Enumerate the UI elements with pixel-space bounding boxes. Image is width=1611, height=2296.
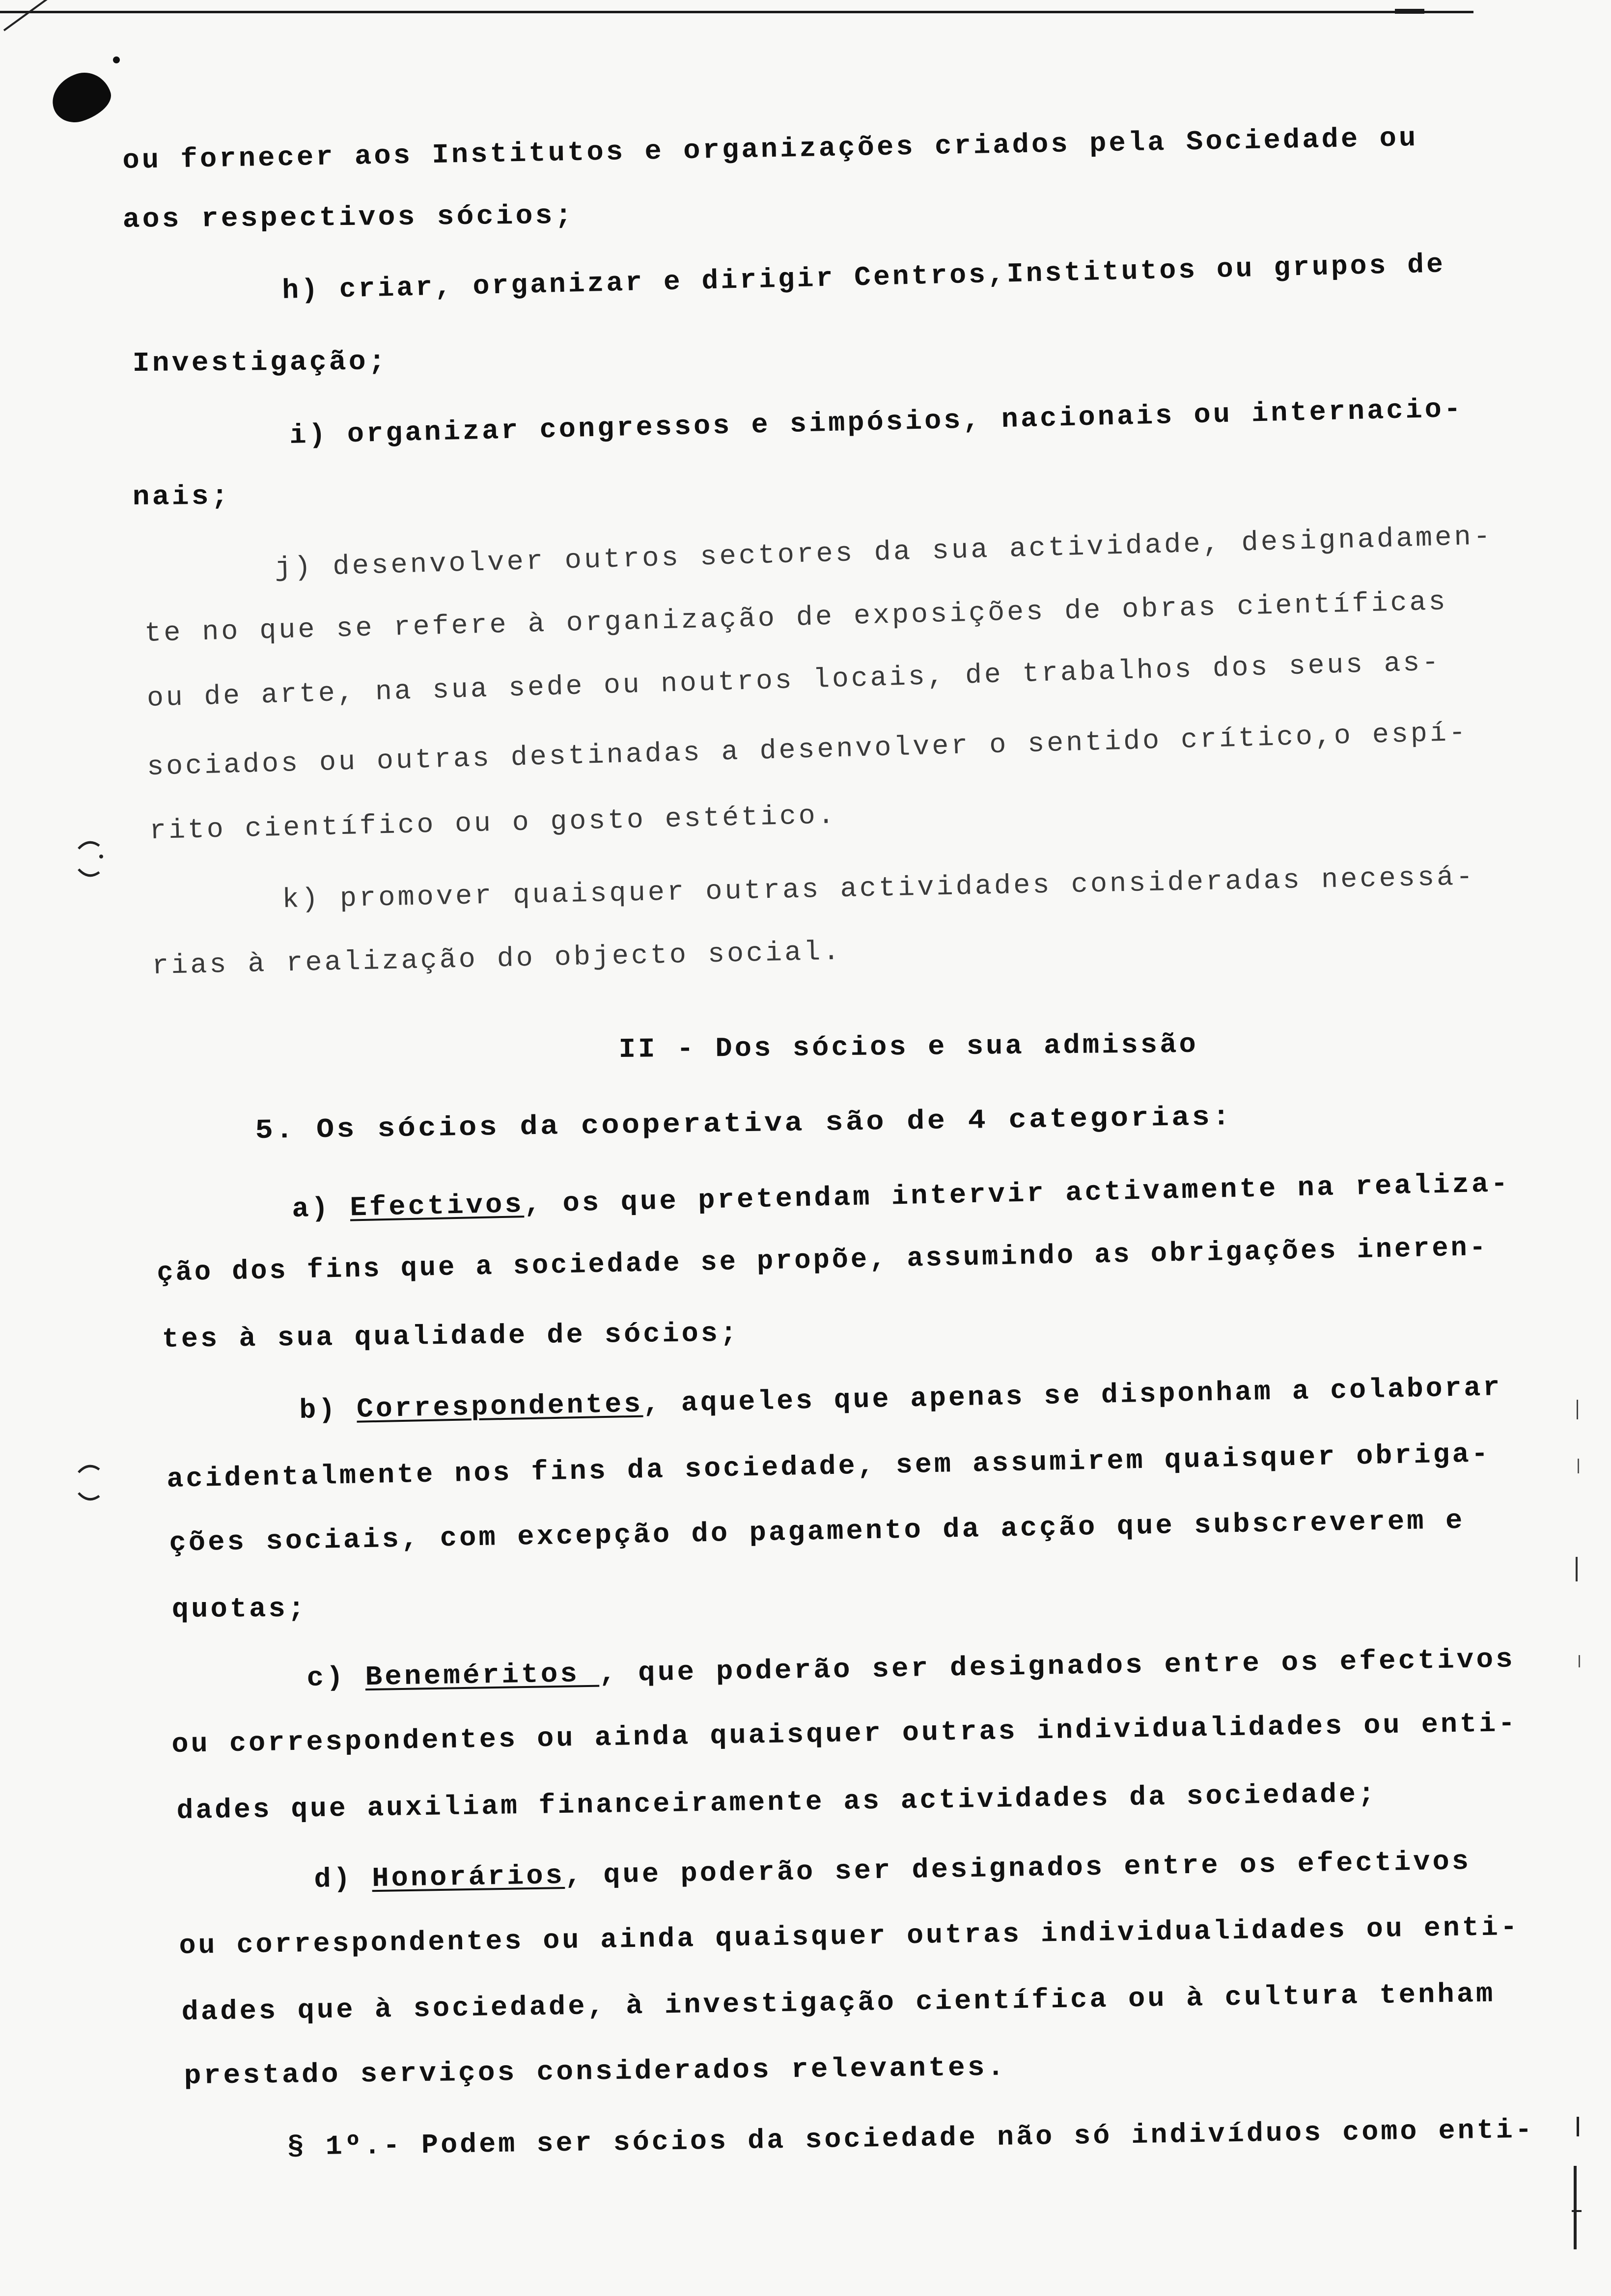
top-rule (0, 11, 1473, 13)
text-line: j) desenvolver outros sectores da sua actividade, designadamen- (274, 521, 1494, 584)
text-line: aos respectivos sócios; (122, 199, 575, 235)
item-prefix: c) (306, 1661, 366, 1694)
text-line: nais; (132, 480, 231, 513)
text-line: ou de arte, na sua sede ou noutros locais, de trabalhos dos seus as- (146, 646, 1442, 714)
text-line: ou correspondentes ou ainda quaisquer outras individualidades ou enti- (171, 1707, 1518, 1760)
text-line: dades que à sociedade, à investigação científica ou à cultura tenham (181, 1978, 1496, 2028)
punch-hole-icon (69, 1459, 108, 1506)
category-term: Efectivos (349, 1189, 525, 1224)
text-line (306, 1645, 1515, 1692)
text-line: § 1º.- Podem ser sócios da sociedade não só indivíduos como enti- (287, 2114, 1535, 2163)
text-line (292, 1170, 1510, 1223)
category-term: Correspondentes (356, 1388, 643, 1425)
item-description: , os que pretendam intervir activamente na realiza- (524, 1168, 1511, 1220)
text-line (299, 1371, 1502, 1426)
text-line (314, 1848, 1471, 1893)
text-line: i) organizar congressos e simpósios, nacionais ou internacio- (289, 393, 1464, 451)
text-line: dades que auxiliam financeiramente as actividades da sociedade; (176, 1778, 1378, 1826)
category-term: Honorários (371, 1859, 565, 1895)
text-line: rias à realização do objecto social. (151, 936, 842, 982)
text-line: k) promover quaisquer outras actividades consideradas necessá- (281, 861, 1476, 915)
item-prefix: d) (314, 1863, 372, 1895)
corner-pen-stroke (3, 0, 52, 31)
item-prefix: a) (291, 1192, 351, 1225)
ink-blot (46, 66, 116, 128)
text-line: tes à sua qualidade de sócios; (162, 1317, 740, 1355)
scan-edge-specks (1567, 1400, 1586, 2294)
text-line: acidentalmente nos fins da sociedade, sem assumirem quaisquer obriga- (166, 1438, 1491, 1495)
text-line: rito científico ou o gosto estético. (149, 800, 837, 847)
text-line: quotas; (171, 1593, 307, 1625)
text-line: sociados ou outras destinadas a desenvolver o sentido crítico,o espí- (146, 717, 1469, 783)
text-line: ou fornecer aos Institutos e organizações criados pela Sociedade ou (122, 122, 1418, 176)
text-line: te no que se refere à organização de exposições de obras científicas (144, 586, 1448, 649)
ink-speck (113, 56, 120, 63)
text-line: ções sociais, com excepção do pagamento da acção que subscreverem e (168, 1504, 1465, 1559)
punch-hole-icon (69, 835, 108, 882)
text-line: ou correspondentes ou ainda quaisquer outras individualidades ou enti- (179, 1911, 1520, 1962)
item-description: , aqueles que apenas se disponham a colaborar (642, 1371, 1502, 1420)
item-description: , que poderão ser designados entre os efectivos (564, 1846, 1472, 1891)
text-line: h) criar, organizar e dirigir Centros,Institutos ou grupos de (281, 249, 1446, 306)
text-line: 5. Os sócios da cooperativa são de 4 categorias: (255, 1101, 1233, 1146)
text-line: ção dos fins que a sociedade se propõe, assumindo as obrigações ineren- (156, 1231, 1489, 1289)
category-term: Beneméritos (365, 1658, 600, 1693)
text-line: prestado serviços considerados relevantes. (184, 2051, 1007, 2092)
text-line: Investigação; (132, 346, 388, 379)
top-rule-tick (1395, 9, 1424, 14)
item-prefix: b) (299, 1393, 357, 1426)
item-description: , que poderão ser designados entre os efectivos (599, 1643, 1516, 1689)
text-line: II - Dos sócios e sua admissão (618, 1028, 1199, 1065)
